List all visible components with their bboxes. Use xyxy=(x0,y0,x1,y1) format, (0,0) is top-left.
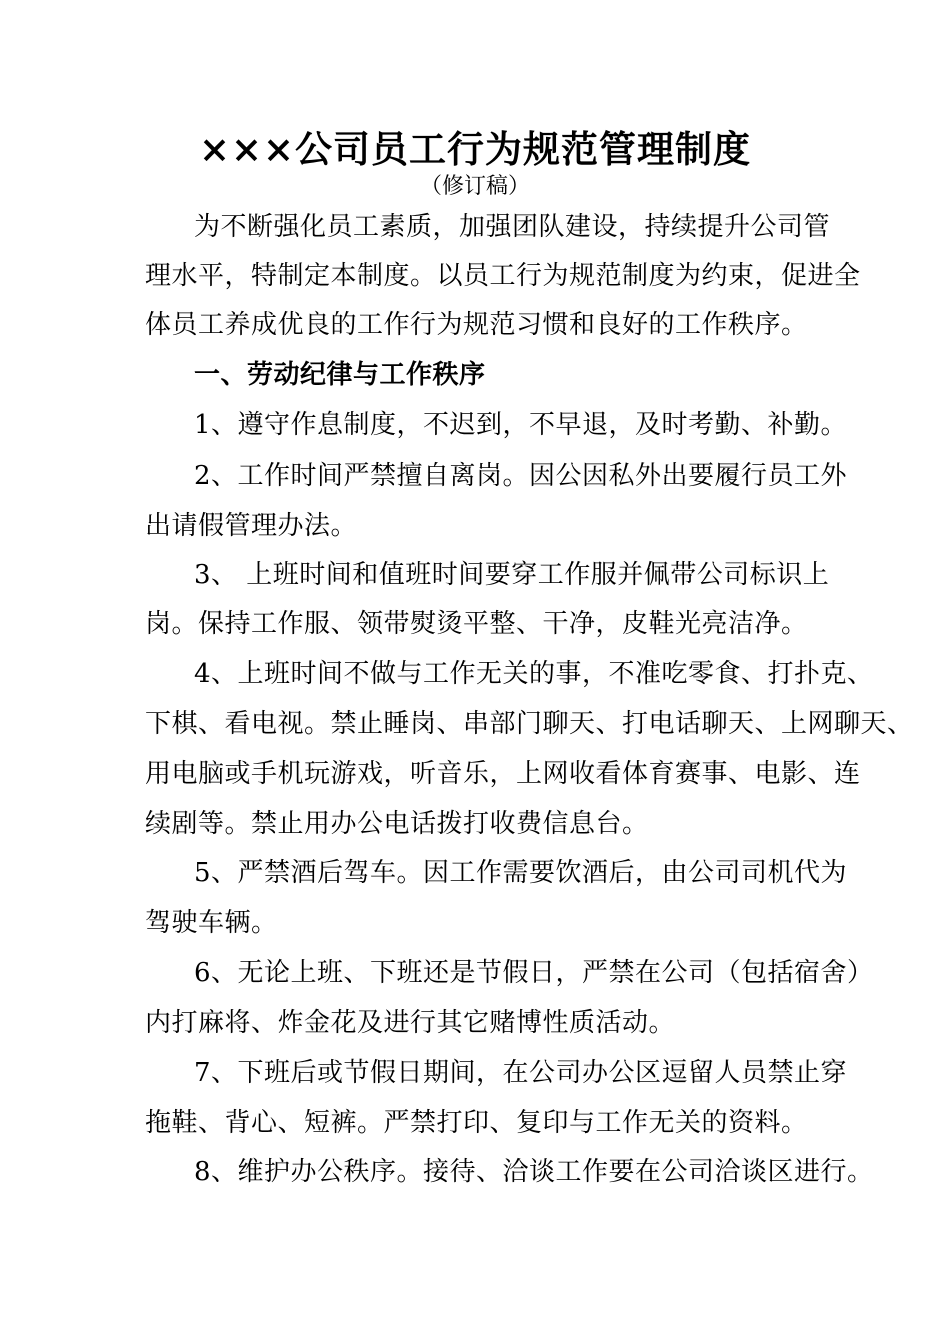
document-subtitle: （修订稿） xyxy=(419,174,530,199)
item-6-line-2: 内打麻将、炸金花及进行其它赌博性质活动。 xyxy=(145,1008,676,1038)
item-1-line-1: 1、遵守作息制度，不迟到，不早退，及时考勤、补勤。 xyxy=(194,410,848,440)
item-2-line-2: 出请假管理办法。 xyxy=(145,511,358,541)
item-8-line-1: 8、维护办公秩序。接待、洽谈工作要在公司洽谈区进行。 xyxy=(194,1157,874,1187)
intro-line-3: 体员工养成优良的工作行为规范习惯和良好的工作秩序。 xyxy=(145,310,808,340)
item-4-line-3: 用电脑或手机玩游戏，听音乐，上网收看体育赛事、电影、连 xyxy=(145,759,861,789)
section-heading: 一、劳动纪律与工作秩序 xyxy=(194,360,486,390)
document-title: ×××公司员工行为规范管理制度 xyxy=(198,127,751,171)
item-4-line-4: 续剧等。禁止用办公电话拨打收费信息台。 xyxy=(145,809,649,839)
item-2-line-1: 2、工作时间严禁擅自离岗。因公因私外出要履行员工外 xyxy=(194,461,848,491)
item-7-line-2: 拖鞋、背心、短裤。严禁打印、复印与工作无关的资料。 xyxy=(145,1108,808,1138)
item-5-line-2: 驾驶车辆。 xyxy=(145,908,278,938)
item-4-line-1: 4、上班时间不做与工作无关的事，不准吃零食、打扑克、 xyxy=(194,659,874,689)
item-4-line-2: 下棋、看电视。禁止睡岗、串部门聊天、打电话聊天、上网聊天、 xyxy=(145,709,914,739)
item-6-line-1: 6、无论上班、下班还是节假日，严禁在公司（包括宿舍） xyxy=(194,958,874,988)
item-7-line-1: 7、下班后或节假日期间，在公司办公区逗留人员禁止穿 xyxy=(194,1058,848,1088)
item-3-line-2: 岗。保持工作服、领带熨烫平整、干净，皮鞋光亮洁净。 xyxy=(145,609,808,639)
item-5-line-1: 5、严禁酒后驾车。因工作需要饮酒后，由公司司机代为 xyxy=(194,858,848,888)
intro-line-1: 为不断强化员工素质，加强团队建设，持续提升公司管 xyxy=(194,212,831,242)
intro-line-2: 理水平，特制定本制度。以员工行为规范制度为约束，促进全 xyxy=(145,261,861,291)
item-3-line-1: 3、 上班时间和值班时间要穿工作服并佩带公司标识上 xyxy=(194,560,830,590)
